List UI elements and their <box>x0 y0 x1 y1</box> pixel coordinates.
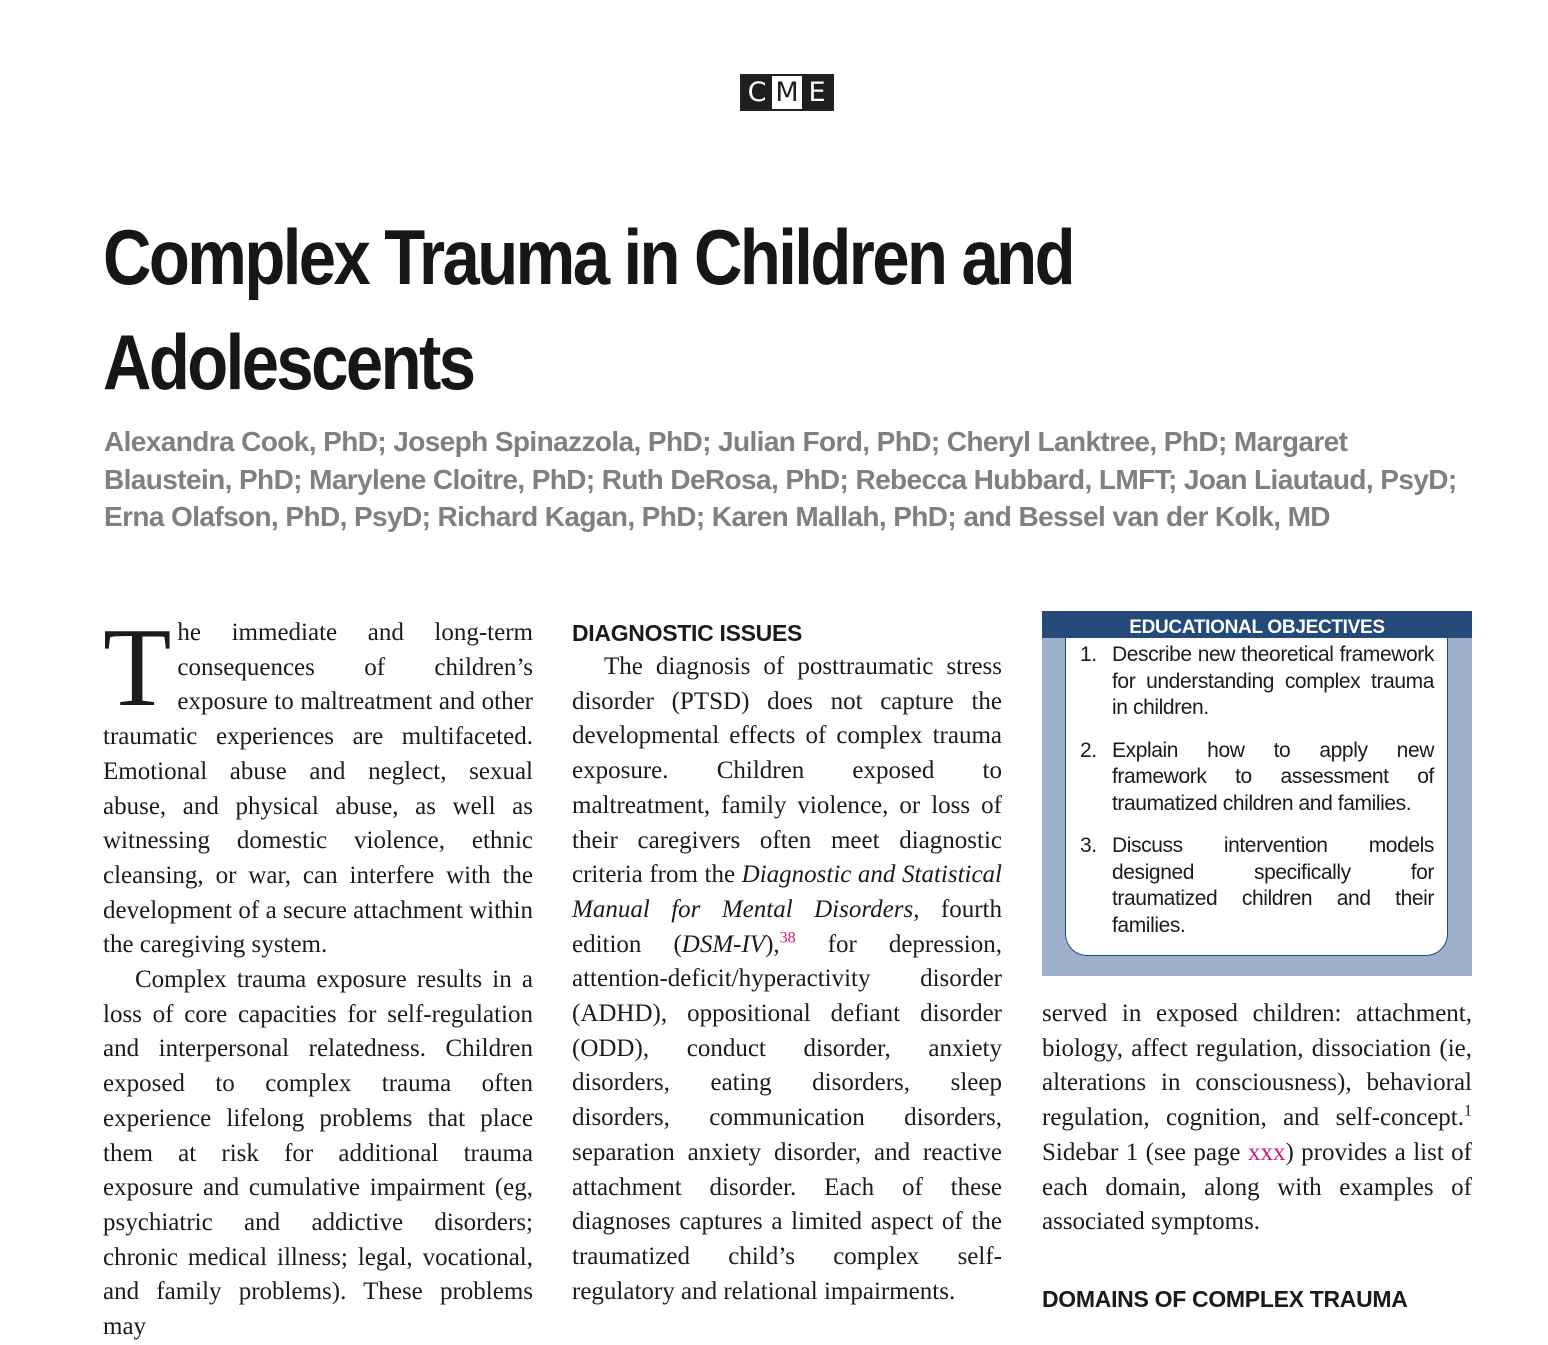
domains-text-a: served in exposed children: attachment, biology, affect regulation, dissociation (ie, alterations in consciousness), behavioral regulation, cognition, and self-concept. <box>1042 1000 1472 1132</box>
reference-link-38[interactable]: 38 <box>779 929 796 947</box>
column-2 <box>572 616 1002 1309</box>
intro-paragraph <box>103 606 533 963</box>
domains-text-b: Sidebar 1 (see page <box>1042 1138 1248 1166</box>
drop-cap: T <box>103 606 172 730</box>
domains-paragraph <box>1042 997 1472 1240</box>
objective-number: 2. <box>1080 738 1097 762</box>
complex-trauma-paragraph: Complex trauma exposure results in a loss of core capacities for self-regulation and interpersonal relatedness. Children exposed to complex trauma often experience lifelong problems that place them at risk for additional trauma exposure and cumulative impairment (eg, psychiatric and addictive disorders; chronic medical illness; legal, vocational, and family problems). These problems may <box>103 966 533 1341</box>
diagnostic-paragraph <box>572 650 1002 1309</box>
objectives-list <box>1066 638 1447 939</box>
objectives-panel <box>1065 638 1448 956</box>
column-3 <box>1042 997 1472 1316</box>
cme-letter-c: C <box>742 76 772 109</box>
diagnostic-text-c: ), <box>765 930 780 958</box>
objective-item <box>1080 833 1434 939</box>
cme-letter-m: M <box>772 76 802 109</box>
domains-heading: DOMAINS OF COMPLEX TRAUMA <box>1042 1285 1408 1312</box>
dsm-abbrev: DSM-IV <box>681 930 766 958</box>
objective-number: 3. <box>1080 834 1097 857</box>
objective-item <box>1080 738 1434 818</box>
reference-1[interactable]: 1 <box>1464 1102 1472 1120</box>
author-list: Alexandra Cook, PhD; Joseph Spinazzola, PhD; Julian Ford, PhD; Cheryl Lanktree, PhD; Margaret Blaustein, PhD; Marylene Cloitre, PhD; Ruth DeRosa, PhD; Rebecca Hubbard, LMFT; Joan Liautaud, PsyD; Erna Olafson, PhD, PsyD; Richard Kagan, PhD; Karen Mallah, PhD; and Bessel van der Kolk, MD <box>104 426 1457 532</box>
educational-objectives-box <box>1042 611 1472 976</box>
objective-text: Describe new theoretical framework for understanding complex trauma in children. <box>1112 643 1434 719</box>
objective-text: Discuss intervention models designed specifically for traumatized children and their families. <box>1112 834 1434 937</box>
objective-item <box>1080 642 1434 722</box>
domains-text-c: ) provides a list of each domain, along with examples of associated symptoms. <box>1042 1138 1472 1236</box>
article-title: Complex Trauma in Children and Adolescents <box>103 213 1073 406</box>
page-cross-reference-link[interactable]: xxx <box>1247 1138 1286 1166</box>
objective-text: Explain how to apply new framework to assessment of traumatized children and families. <box>1112 738 1434 815</box>
diagnostic-text-d: for depression, attention-deficit/hyperactivity disorder (ADHD), oppositional defiant disorder (ODD), conduct disorder, anxiety disorders, eating disorders, sleep disorders, communication disorders, separation anxiety disorder, and reactive attachment disorder. Each of these diagnoses captures a limited aspect of the traumatized child’s complex self-regulatory and relational impairments. <box>572 930 1002 1305</box>
diagnostic-text-a: The diagnosis of posttraumatic stress disorder (PTSD) does not capture the developmental effects of complex trauma exposure. Children exposed to maltreatment, family violence, or loss of their caregivers often meet diagnostic criteria from the <box>572 653 1002 889</box>
intro-paragraph-text: he immediate and long-term consequences of children’s exposure to maltreatment and other traumatic experiences are multifaceted. Emotional abuse and neglect, sexual abuse, and physical abuse, as well as witnessing domestic violence, ethnic cleansing, or war, can interfere with the development of a secure attachment within the caregiving system. <box>103 619 533 959</box>
objectives-heading: EDUCATIONAL OBJECTIVES <box>1042 611 1472 638</box>
cme-badge <box>740 74 834 111</box>
objective-number: 1. <box>1080 643 1097 666</box>
diagnostic-text-b: , fourth edition ( <box>572 895 1002 958</box>
dsm-title: Diagnostic and Statistical Manual for Mental Disorders <box>572 861 1003 923</box>
column-1 <box>103 606 533 1345</box>
cme-letter-e: E <box>802 76 832 109</box>
diagnostic-issues-heading: DIAGNOSTIC ISSUES <box>572 620 803 646</box>
